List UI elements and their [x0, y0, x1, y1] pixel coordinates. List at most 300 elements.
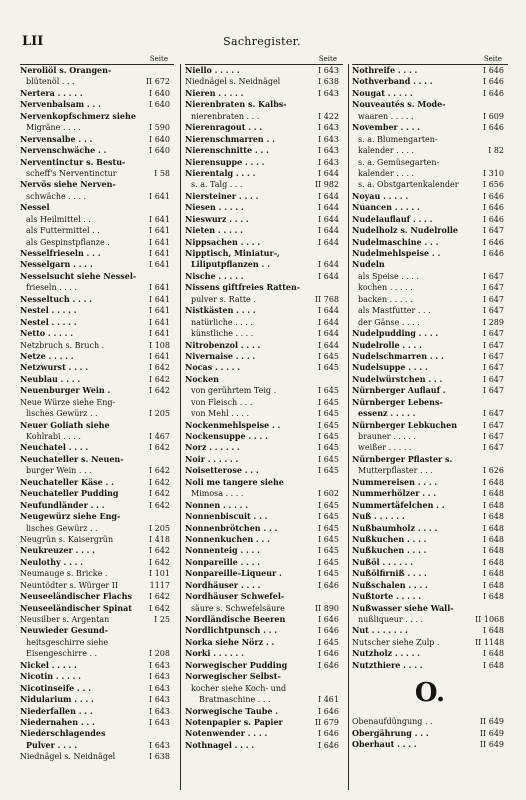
index-entry [20, 225, 174, 236]
entry-term: Mutterpflaster . . . [358, 466, 433, 476]
index-entry [352, 282, 508, 293]
entry-page-ref: I 646 [483, 123, 504, 133]
index-entry [352, 660, 508, 671]
index-entry [185, 477, 343, 488]
entry-term: Nocken [185, 373, 219, 384]
index-entry [185, 214, 343, 225]
entry-page-ref: I 644 [318, 317, 339, 327]
entry-term: Nougat . . . . . [352, 87, 413, 98]
entry-page-ref: I 642 [149, 546, 170, 556]
entry-term: brauner . . . . . [358, 432, 417, 441]
entry-term: Nitrobenzol . . . . [185, 339, 261, 350]
entry-page-ref: I 467 [149, 432, 170, 441]
entry-page-ref: I 643 [149, 740, 170, 750]
entry-term: Nußkuchen . . . . [352, 545, 427, 556]
entry-page-ref: I 461 [318, 695, 339, 705]
entry-term: Noisetterose . . . [185, 465, 259, 476]
entry-term: Neuntödter s. Würger II [20, 580, 119, 590]
index-entry [20, 717, 174, 728]
entry-term: Nieren . . . . . [185, 87, 244, 98]
entry-page-ref: 1117 [149, 580, 170, 590]
entry-page-ref: I 641 [149, 329, 170, 339]
column-rule [348, 64, 349, 790]
index-entry [185, 88, 343, 99]
index-entry [352, 271, 508, 282]
entry-term: Niesen . . . . . [185, 202, 244, 213]
entry-term: Noli me tangere siehe [185, 476, 284, 487]
index-entry [20, 431, 174, 442]
entry-term: blütenöl . . . [26, 77, 75, 87]
entry-term: Nicotin . . . . . [20, 671, 81, 682]
index-entry [20, 362, 174, 373]
entry-page-ref: I 25 [154, 615, 170, 624]
entry-page-ref: I 642 [149, 443, 170, 453]
index-entry [20, 340, 174, 351]
index-entry [20, 751, 174, 762]
index-entry [185, 317, 343, 328]
entry-page-ref: I 648 [483, 592, 504, 602]
entry-page-ref: I 646 [483, 237, 504, 247]
index-entry [185, 637, 343, 648]
entry-term: Nivernaise . . . . [185, 350, 256, 361]
entry-term: Nervenkopfschmerz siehe [20, 110, 136, 121]
index-entry [352, 614, 508, 625]
index-entry [352, 580, 508, 591]
entry-term: weißer . . . . . [358, 443, 412, 453]
entry-page-ref: I 645 [318, 351, 339, 361]
entry-page-ref: I 646 [483, 249, 504, 258]
index-entry [185, 145, 343, 156]
entry-page-ref: I 609 [483, 111, 504, 121]
entry-term: Nudelholz s. Nudelrolle [352, 225, 459, 236]
index-entry [20, 294, 174, 305]
entry-term: Neublau . . . . [20, 373, 81, 384]
entry-page-ref: I 643 [318, 66, 339, 75]
entry-page-ref: I 647 [483, 443, 504, 453]
entry-term: Niednägel s. Neidnägel [185, 77, 281, 87]
index-entry [20, 603, 174, 614]
entry-term: Neumauge s. Bricke . [20, 569, 108, 579]
index-entry [352, 111, 508, 122]
entry-page-ref: I 647 [483, 409, 504, 419]
entry-term: von gerührtem Teig . [191, 386, 277, 396]
entry-term: Nonnenbrötchen . . . [185, 522, 278, 533]
index-entry [352, 637, 508, 648]
entry-page-ref: I 646 [483, 66, 504, 75]
entry-page-ref: I 648 [483, 569, 504, 579]
entry-term: Nutzholz . . . . . [352, 648, 420, 659]
entry-term: Nuancen . . . . . [352, 202, 420, 213]
entry-page-ref: I 644 [318, 168, 339, 178]
entry-page-ref: I 656 [483, 180, 504, 190]
entry-page-ref: I 645 [318, 557, 339, 567]
index-entry [352, 168, 508, 179]
index-entry [20, 683, 174, 694]
entry-page-ref: I 645 [318, 534, 339, 544]
entry-term: Nußtorte . . . . . [352, 591, 422, 602]
entry-term: s. a. Gemüsegarten- [358, 157, 440, 167]
index-entry [185, 179, 343, 190]
entry-page-ref: I 643 [318, 146, 339, 156]
entry-term: Nesselsucht siehe Nessel- [20, 270, 137, 281]
index-entry [20, 488, 174, 499]
entry-term: Nordhäuser . . . . [185, 579, 261, 590]
index-entry [20, 237, 174, 248]
seite-heading: Seite [352, 54, 508, 65]
entry-page-ref: I 648 [483, 534, 504, 544]
entry-term: Niedernahen . . . [20, 716, 95, 727]
index-entry [185, 671, 343, 682]
entry-page-ref: I 642 [149, 592, 170, 602]
entry-page-ref: I 644 [318, 191, 339, 201]
entry-term: Neue Würze siehe Eng- [20, 397, 116, 407]
index-entry [20, 660, 174, 671]
entry-page-ref: I 208 [149, 649, 170, 659]
index-entry [352, 145, 508, 156]
index-entry [20, 740, 174, 751]
index-entry [185, 202, 343, 213]
index-entry [185, 408, 343, 419]
index-entry [352, 122, 508, 133]
entry-term: Notenwender . . . . [185, 728, 268, 739]
entry-term: Nudelwürstchen . . . [352, 373, 443, 384]
entry-page-ref: I 647 [483, 386, 504, 396]
entry-term: Nestel . . . . . [20, 305, 77, 316]
entry-page-ref: I 647 [483, 226, 504, 236]
index-entry [20, 442, 174, 453]
entry-page-ref: I 626 [483, 466, 504, 476]
entry-page-ref: I 646 [318, 706, 339, 716]
entry-term: kalender . . . . [358, 146, 415, 156]
index-entry [20, 111, 174, 122]
entry-page-ref: I 642 [149, 489, 170, 499]
index-entry [20, 706, 174, 717]
index-entry [20, 317, 174, 328]
index-entry [352, 454, 508, 465]
index-column-1 [20, 54, 174, 763]
entry-page-ref: I 641 [149, 249, 170, 258]
entry-term: Nuß . . . . . . [352, 511, 405, 522]
index-entry [185, 259, 343, 270]
entry-page-ref: I 641 [149, 237, 170, 247]
entry-page-ref: I 645 [318, 569, 339, 579]
entry-term: natürliche . . . . [191, 317, 253, 327]
index-entry [185, 648, 343, 659]
entry-term: Nutscher siehe Zulp . [352, 637, 440, 647]
entry-page-ref: I 641 [149, 306, 170, 316]
entry-page-ref: I 646 [483, 214, 504, 224]
entry-page-ref: I 647 [483, 351, 504, 361]
entry-term: Nußölfirniß . . . . [352, 568, 427, 579]
entry-term: Nertera . . . . . [20, 87, 83, 98]
entry-term: schwäche . . . . [26, 191, 87, 201]
entry-term: Nonpareille . . . . [185, 556, 261, 567]
index-entry [20, 614, 174, 625]
entry-page-ref: I 648 [483, 489, 504, 499]
entry-page-ref: II 649 [479, 717, 504, 727]
entry-page-ref: I 646 [318, 580, 339, 590]
entry-page-ref: I 646 [318, 660, 339, 670]
entry-term: Nesselfrieseln . . . [20, 248, 101, 258]
index-entry [352, 76, 508, 87]
index-entry [20, 511, 174, 522]
entry-page-ref: I 643 [149, 660, 170, 670]
index-entry [352, 591, 508, 602]
index-entry [20, 214, 174, 225]
entry-term: Nervenschwäche . . [20, 145, 107, 156]
entry-term: Nierentalg . . . . [185, 167, 256, 178]
index-entry [20, 248, 174, 259]
index-entry [20, 420, 174, 431]
entry-term: Neuseeländischer Spinat [20, 602, 132, 613]
index-entry [185, 523, 343, 534]
entry-page-ref: I 644 [318, 260, 339, 270]
entry-page-ref: I 643 [149, 717, 170, 727]
entry-term: Nußschalen . . . . [352, 579, 428, 590]
entry-page-ref: I 647 [483, 363, 504, 373]
index-entry [20, 76, 174, 87]
entry-term: Nordhäuser Schwefel- [185, 591, 285, 602]
entry-page-ref: I 645 [318, 386, 339, 396]
index-entry [185, 248, 343, 259]
entry-page-ref: I 645 [318, 409, 339, 419]
entry-term: als Heilmittel . . [26, 214, 91, 224]
index-entry [20, 191, 174, 202]
index-entry [185, 500, 343, 511]
index-entry [185, 374, 343, 385]
entry-term: Niederschlagendes [20, 728, 106, 739]
entry-page-ref: I 645 [318, 466, 339, 476]
entry-term: essenz . . . . . [358, 408, 416, 419]
entry-term: Nonnenbiscuit . . . [185, 511, 268, 522]
entry-term: Notenpapier s. Papier [185, 716, 283, 727]
index-entry [185, 191, 343, 202]
entry-page-ref: I 648 [483, 626, 504, 636]
entry-term: Norwegische Taube . [185, 705, 278, 716]
entry-page-ref: I 647 [483, 294, 504, 304]
entry-term: Nut . . . . . . . [352, 625, 408, 636]
index-entry [20, 134, 174, 145]
entry-term: Nudelauflauf . . . . [352, 213, 433, 224]
entry-term: Nudelmaschine . . . [352, 236, 439, 247]
entry-term: burger Wein . . . [26, 466, 92, 476]
entry-term: Nicotinseife . . . [20, 682, 91, 693]
index-entry [352, 317, 508, 328]
entry-page-ref: I 638 [149, 752, 170, 762]
entry-term: Neuenburger Wein . [20, 385, 111, 396]
entry-page-ref: I 645 [318, 420, 339, 430]
entry-term: Nerventinctur s. Bestu- [20, 156, 126, 167]
index-entry [20, 99, 174, 110]
entry-term: Nockenmehlspeise . . [185, 419, 281, 430]
index-entry [20, 648, 174, 659]
entry-term: s. a. Blumengarten- [358, 134, 438, 144]
entry-page-ref: I 642 [149, 363, 170, 373]
entry-page-ref: I 643 [318, 134, 339, 144]
entry-term: Nudelrolle . . . . [352, 339, 422, 350]
entry-page-ref: I 645 [318, 397, 339, 407]
index-entry [352, 99, 508, 110]
index-entry [352, 477, 508, 488]
index-entry [352, 397, 508, 408]
index-entry [352, 442, 508, 453]
entry-page-ref: I 641 [149, 294, 170, 304]
index-entries [352, 65, 508, 671]
entry-term: Nierensuppe . . . . [185, 156, 265, 167]
entry-term: Neuchateller s. Neuen- [20, 453, 124, 464]
entry-term: Nürnberger Auflauf . [352, 385, 446, 396]
entry-page-ref: I 646 [318, 649, 339, 659]
entry-term: Liliputpflanzen . . [191, 259, 270, 270]
entry-term: Oberhaut . . . . [352, 739, 417, 750]
index-entry [185, 385, 343, 396]
entry-page-ref: I 101 [149, 569, 170, 579]
entry-term: Nipptisch, Miniatur-, [185, 248, 280, 258]
index-entry [185, 351, 343, 362]
index-entry [352, 225, 508, 236]
index-entry [20, 259, 174, 270]
index-entry [185, 706, 343, 717]
index-entry [185, 362, 343, 373]
index-entry [20, 305, 174, 316]
entry-term: Norki . . . . . . [185, 648, 244, 659]
index-entry [352, 385, 508, 396]
entry-term: Nische . . . . . [185, 270, 244, 281]
entry-page-ref: I 643 [149, 695, 170, 705]
index-entry [20, 625, 174, 636]
index-entry [352, 259, 508, 270]
entry-term: Nordlichtpunsch . . . [185, 625, 278, 636]
entry-term: Nockensuppe . . . . [185, 431, 268, 441]
entry-page-ref: I 602 [318, 489, 339, 499]
entry-term: Norka siehe Nörz . . [185, 636, 275, 647]
entry-page-ref: I 644 [318, 329, 339, 339]
index-entry [20, 168, 174, 179]
index-entry [20, 122, 174, 133]
index-entry [185, 488, 343, 499]
entry-term: Nidularium . . . . [20, 694, 94, 705]
section-entries [352, 716, 508, 750]
entry-term: von Mehl . . . . [191, 409, 250, 419]
index-entry [20, 671, 174, 682]
entry-term: Noir . . . . . . [185, 453, 239, 464]
index-entry [185, 717, 343, 728]
entry-page-ref: I 644 [318, 306, 339, 316]
entry-page-ref: I 641 [149, 283, 170, 293]
entry-term: Nocas . . . . . [185, 362, 241, 373]
index-entry [352, 408, 508, 419]
index-entry [352, 305, 508, 316]
entry-page-ref: I 590 [149, 123, 170, 133]
entry-term: Mimosa . . . . [191, 489, 244, 499]
index-entry [185, 511, 343, 522]
entry-term: Nonnenkuchen . . . [185, 533, 270, 544]
index-entry [185, 603, 343, 614]
index-entry [185, 454, 343, 465]
index-entry [185, 305, 343, 316]
index-entry [185, 420, 343, 431]
entry-term: Neusilber s. Argentan [20, 615, 110, 624]
index-entry [352, 523, 508, 534]
entry-page-ref: I 648 [483, 580, 504, 590]
entry-term: waaren . . . . . [358, 111, 414, 121]
entry-term: November . . . . [352, 122, 421, 133]
entry-page-ref: II 1068 [475, 615, 505, 624]
entry-page-ref: I 644 [318, 214, 339, 224]
index-entry [185, 225, 343, 236]
entry-page-ref: I 648 [483, 523, 504, 533]
entry-page-ref: I 647 [483, 374, 504, 384]
index-entry [352, 739, 508, 750]
index-entry [20, 728, 174, 739]
index-entry [185, 168, 343, 179]
entry-term: Neuchateller Käse . . [20, 476, 114, 487]
index-entry [185, 157, 343, 168]
entry-page-ref: I 643 [318, 157, 339, 167]
entry-term: Nierenschnitte . . . [185, 145, 269, 156]
entry-term: Nistkästen . . . . [185, 305, 256, 316]
entry-page-ref: II 672 [145, 77, 170, 87]
entry-page-ref: I 418 [149, 534, 170, 544]
entry-term: s. a. Obstgartenkalender [358, 180, 459, 190]
entry-page-ref: I 642 [149, 477, 170, 487]
entry-term: heitsgeschirre siehe [26, 637, 109, 647]
index-entry [352, 511, 508, 522]
entry-term: Niederfallen . . . [20, 705, 93, 716]
entry-term: pulver s. Ratte . [191, 294, 256, 304]
entry-page-ref: I 647 [483, 283, 504, 293]
entry-term: Nothreife . . . . [352, 65, 418, 75]
entry-page-ref: I 643 [318, 88, 339, 98]
entry-term: Norwegischer Pudding [185, 659, 288, 670]
index-entry [185, 545, 343, 556]
entry-term: Niersteiner . . . . [185, 190, 259, 201]
entry-page-ref: I 641 [149, 214, 170, 224]
entry-page-ref: I 641 [149, 351, 170, 361]
seite-heading: Seite [185, 54, 343, 65]
entry-page-ref: I 642 [149, 386, 170, 396]
index-entry [352, 557, 508, 568]
index-entry [20, 568, 174, 579]
entry-page-ref: I 640 [149, 146, 170, 156]
entry-term: Pulver . . . . [26, 739, 78, 750]
entry-page-ref: I 641 [149, 260, 170, 270]
entry-term: künstliche . . . . [191, 329, 254, 339]
index-entry [20, 385, 174, 396]
entry-page-ref: I 646 [318, 740, 339, 750]
entry-page-ref: I 645 [318, 454, 339, 464]
entry-term: der Gänse . . . . [358, 317, 420, 327]
entry-page-ref: I 647 [483, 271, 504, 281]
entry-term: Nesselgarn . . . . [20, 259, 93, 270]
section-letter: O. [414, 678, 446, 709]
entry-term: Nestel . . . . . [20, 316, 77, 327]
entry-page-ref: I 647 [483, 329, 504, 339]
index-entry [352, 603, 508, 614]
entry-term: Nickel . . . . . [20, 659, 77, 670]
entry-term: Neugewürz siehe Eng- [20, 511, 121, 522]
entry-page-ref: I 205 [149, 409, 170, 419]
index-entry [20, 65, 174, 76]
index-entry [352, 214, 508, 225]
entry-page-ref: I 646 [483, 88, 504, 98]
entry-term: Nudeln [352, 259, 385, 270]
entry-term: s. a. Talg . . . [191, 180, 243, 190]
entry-term: Nudelpudding . . . . [352, 328, 439, 339]
index-entry [185, 340, 343, 351]
entry-page-ref: I 640 [149, 88, 170, 98]
entry-page-ref: I 646 [318, 615, 339, 624]
